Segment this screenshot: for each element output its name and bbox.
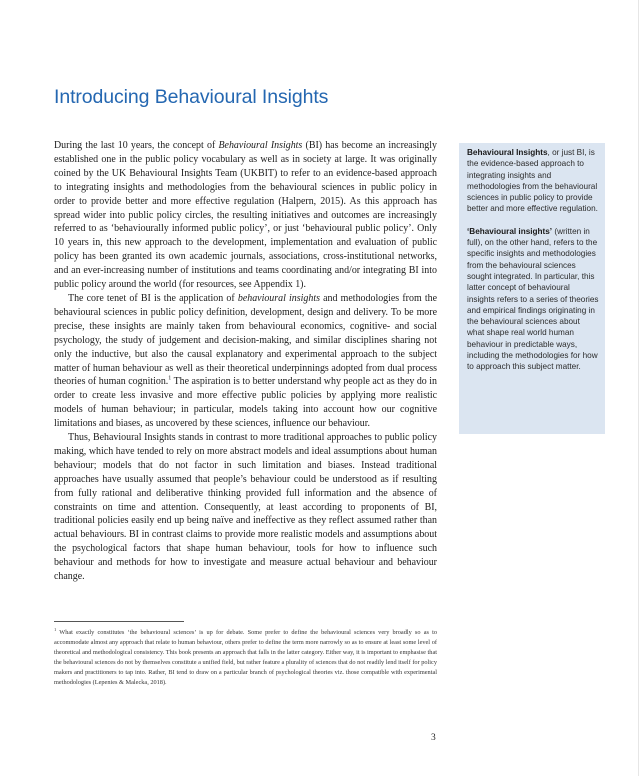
sidebar-definition-2: [467, 226, 599, 373]
p1-text-b: (BI) has become an increasingly established one in the public policy vocabulary as well as in society at large. It was originally coined by the UK Behavioural Insights Team (UKBIT) to refer to an evidence-based approach to integrating insights and methodologies from the behavioural sciences in public policy in order to provide better and more effective regulation (Halpern, 2015). As this approach has spread wider into public policy circles, the resulting initiatives and outcomes are increasingly referred to as ‘behaviourally informed public policy’, or just ‘behavioural public policy’. Only 10 years in, this new approach to the development, implementation and evaluation of public policy has been granted its own academic journals, associations, cross-institutional networks, and an ever-increasing number of institutions and teams coordinating and/or integrating BI into public policy around the world (for resources, see Appendix 1).: [54, 140, 437, 291]
p2-text-a: The core tenet of BI is the application of: [68, 292, 238, 304]
p1-emphasis: Behavioural Insights: [218, 140, 303, 151]
sidebar-term-1: Behavioural Insights: [467, 148, 548, 157]
p1-text-a: During the last 10 years, the concept of: [54, 140, 219, 151]
p2-emphasis: behavioural insights: [237, 292, 320, 304]
footnote: [54, 628, 437, 687]
body-paragraph-3: Thus, Behavioural Insights stands in contrast to more traditional approaches to public policy making, which have tended to rely on more abstract models and ideal assumptions about human behaviour; models that do not factor in such limitation and biases. Instead traditional approaches have usually assumed that people’s behaviour could be understood as if resulting from fully rational and deliberative thinking provided full information and the absence of constraints on time and attention. Consequently, at least according to proponents of BI, traditional policies easily end up being naïve and ineffective as they reflect assumed rather than actual behaviours. BI in contrast claims to provide more realistic models and assumptions about the psychological factors that shape human behaviour, tools for how to influence such behaviour and methods for how to investigate and measure actual behaviour and behaviour change.: [54, 432, 437, 583]
main-body-text: [54, 139, 437, 584]
sidebar-definition-1: [467, 147, 599, 215]
footnote-text: What exactly constitutes ‘the behavioural sciences’ is up for debate. Some prefer to define the behavioural sciences very broadly so as to accommodate almost any approach that relate to human behaviour, others prefer to define the term more narrowly so as to ensure at least some level of theoretical and methodological consistency. This book presents an approach that falls in the latter category. Either way, it is important to emphasise that the behavioural sciences do not by themselves constitute a unified field, but rather feature a plurality of sciences that do not readily lend itself for policy makers and practitioners to tap into. Rather, BI tend to draw on a particular branch of psychological theories viz. those compatible with experimental methodologies (Lepenies & Malecka, 2018).: [54, 629, 437, 686]
footnote-marker: 1: [54, 626, 57, 632]
page-number: 3: [431, 733, 436, 743]
sidebar-text-2: (written in full), on the other hand, refers to the specific insights and methodologies from the behavioural sciences sought integrated. In particular, this latter concept of behavioural insights refers to a series of theories and empirical findings originating in the behavioural sciences about what shape real world human behaviour in predictable ways, including the methodologies for how to approach this subject matter.: [467, 226, 599, 372]
footnote-divider: [54, 621, 184, 622]
sidebar-text-1: , or just BI, is the evidence-based approach to integrating insights and methodologies from the behavioural sciences in public policy to provide better and more effective regulation.: [467, 148, 598, 214]
footnote-reference[interactable]: 1: [168, 376, 172, 383]
page-title: Introducing Behavioural Insights: [54, 86, 329, 108]
sidebar-term-2: ‘Behavioural insights’: [467, 226, 553, 236]
footnote-paragraph: [54, 628, 437, 687]
p2-text-b: and methodologies from the behavioural sciences in public policy definition, development, design and delivery. To be more precise, these insights are mainly taken from behavioural economics, cognitive- and social psychology, the study of judgement and decision-making, and similar disciplines sharing not only the inductive, but also the causal explanatory and experimental approach to the subject matter of human behaviour as well as their theoretical underpinnings adopted from dual process theories of human cognition.: [54, 292, 437, 388]
body-paragraph-2: [54, 292, 437, 431]
p2-text-c: The aspiration is to better understand why people act as they do in order to create less invasive and more effective public policies by applying more realistic models of human behaviour; in particular, models taking into account how our cognitive limitations and biases, as uncovered by these sciences, influence our behaviour.: [54, 376, 437, 430]
definition-sidebar: [459, 143, 605, 434]
body-paragraph-1: [54, 139, 437, 292]
